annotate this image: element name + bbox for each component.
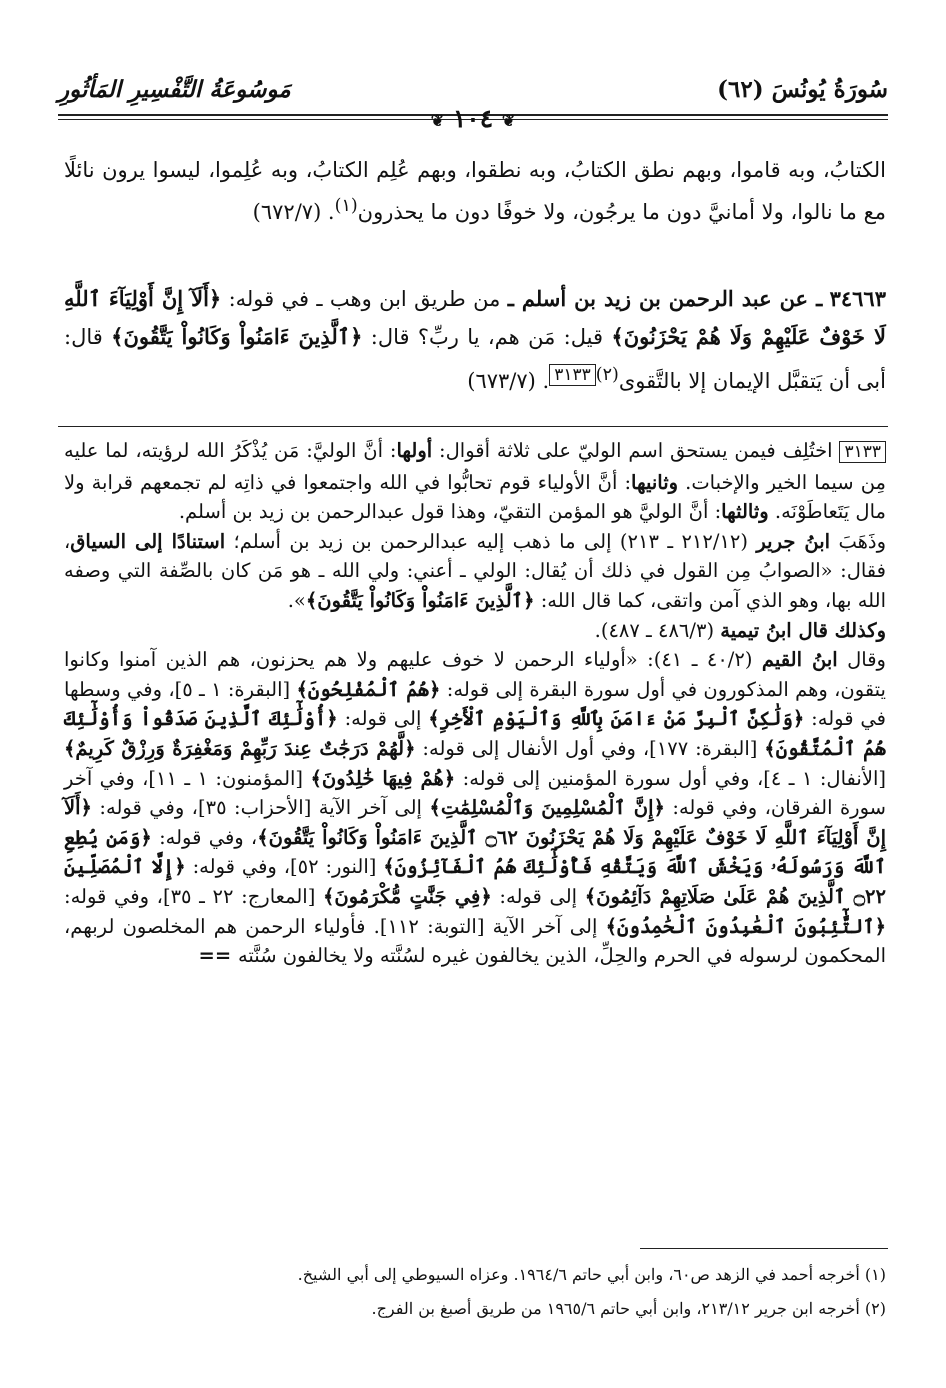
- continuation-mark: ==: [198, 944, 238, 968]
- narrator-name: ـ عن عبد الرحمن بن زيد بن أسلم ـ: [507, 286, 823, 311]
- quran-verse: ﴿لَّهُمْ دَرَجَٰتٌ عِندَ رَبِّهِمْ وَمَغْفِرَةٌ وَرِزْقٌ كَرِيمٌ﴾: [64, 736, 416, 760]
- paragraph-text: قيل: مَن هم، يا ربِّ؟ قال:: [362, 325, 612, 349]
- footnote: (١) أخرجه أحمد في الزهد ص٦٠، وابن أبي حاتم ١٩٦٤/٦. وعزاه السيوطي إلى أبي الشيخ.: [297, 1265, 886, 1284]
- note-text: : أنَّ الوليَّ هو المؤمن التقيّ، وهذا قول عبدالرحمن بن زيد بن أسلم.: [178, 500, 722, 524]
- note-paragraph: [64, 645, 886, 971]
- athar-paragraph: [64, 280, 886, 400]
- note-text: [النور: ٥٢]، وفي قوله:: [185, 855, 384, 879]
- surah-number: (٦٢): [717, 76, 764, 103]
- note-text: اختُلِف فيمن يستحق اسم الوليّ على ثلاثة أقوال:: [432, 439, 840, 462]
- note-text: [المؤمنون: ١ ـ ١١]، وفي آخر سورة الفرقان، وفي قوله:: [64, 766, 887, 820]
- note-text: : أنَّ الأولياء قوم تحابُّوا في الله واجتمعوا في ذاتِه لم تجمعهم قرابة ولا مال يَتَعاطَوْنَه.: [64, 470, 886, 524]
- quran-verse: ﴿وَمَن يُطِعِ ٱللَّهَ وَرَسُولَهُۥ وَيَخْشَ ٱللَّهَ وَيَتَّقْهِ فَأُوْلَٰٓئِكَ هُمُ ٱلْفَآئِزُونَ﴾: [64, 825, 886, 879]
- note-keyword: وثالثها: [721, 500, 769, 524]
- page-number: ١٠٤: [452, 104, 494, 133]
- note-text: : أنَّ الوليَّ: مَن يُذْكَرُ الله لرؤيته، لما عليه مِن سيما الخير والإخبات.: [64, 439, 886, 494]
- note-text: وذَهَبَ: [830, 529, 886, 553]
- footnote-marker: (١): [334, 196, 358, 216]
- note-reference-box: ٣١٣٣: [549, 364, 596, 386]
- volume-reference: . (٦٧٢/٧): [252, 200, 335, 224]
- quran-verse: ﴿إِلَّا ٱلْمُصَلِّينَ ۝٢٢ ٱلَّذِينَ هُمْ عَلَىٰ صَلَاتِهِمْ دَآئِمُونَ﴾: [64, 855, 886, 908]
- scholar-name: ابنُ القيم: [761, 648, 838, 672]
- quran-verse: ﴿وَلَٰكِنَّ ٱلْبِرَّ مَنْ ءَامَنَ بِٱللَّهِ وَٱلْيَوْمِ ٱلْأَخِرِ﴾: [428, 707, 805, 731]
- note-text: (٢١٢/١٢ ـ ٢١٣) إلى ما ذهب إليه عبدالرحمن بن زيد بن أسلم؛: [225, 529, 757, 553]
- note-text: إلى قوله:: [337, 707, 429, 731]
- note-text: ».: [287, 588, 306, 612]
- surah-title: سُورَةُ يُونُسَ: [771, 76, 888, 103]
- note-number-box: ٣١٣٣: [839, 441, 886, 463]
- page-number-line: [0, 104, 946, 133]
- quran-verse: ﴿هُمْ فِيهَا خَٰلِدُونَ﴾: [310, 766, 456, 790]
- note-text: [البقرة: ١٧٧]، وفي أول الأنفال إلى قوله:: [415, 736, 765, 760]
- note-text: [الأنفال: ١ ـ ٤]، وفي أول سورة المؤمنين إلى قوله:: [455, 766, 886, 790]
- quran-verse: ﴿أَلَآ إِنَّ أَوْلِيَآءَ ٱللَّهِ لَا خَوْفٌ عَلَيْهِمْ وَلَا هُمْ يَحْزَنُونَ﴾: [64, 286, 887, 349]
- note-paragraph: [64, 616, 886, 646]
- quran-verse: ﴿ٱلَّذِينَ ءَامَنُواْ وَكَانُواْ يَتَّقُونَ﴾: [305, 588, 535, 612]
- running-header-surah: [717, 76, 888, 103]
- note-text: إلى قوله:: [491, 884, 585, 908]
- quran-verse: ﴿إِنَّ ٱلْمُسْلِمِينَ وَٱلْمُسْلِمَٰتِ﴾: [429, 796, 665, 820]
- footnote-marker: (٢): [595, 365, 619, 385]
- note-text: [المعارج: ٢٢ ـ ٣٥]، وفي قوله:: [64, 884, 323, 908]
- note-text: [البقرة: ١ ـ ٥]، وفي وسطها في قوله:: [64, 677, 886, 731]
- note-keyword: استنادًا إلى السياق: [70, 529, 226, 553]
- athar-paragraph-continued: [64, 152, 886, 230]
- scholar-name: ابنُ تيمية: [720, 618, 792, 642]
- quran-verse: ﴿ٱلَّذِينَ ءَامَنُواْ وَكَانُواْ يَتَّقُونَ﴾: [111, 324, 363, 349]
- paragraph-text: قال: أبى أن يَتقبَّل الإيمان إلا بالتَّقوى: [64, 325, 886, 393]
- note-text: وكذلك قال: [791, 618, 886, 642]
- ornament-icon: ❦: [430, 111, 445, 130]
- ornament-icon: ❦: [501, 111, 516, 130]
- commentary-separator: [58, 426, 888, 427]
- note-text: وقال: [837, 648, 886, 672]
- paragraph-text: من طريق ابن وهب ـ في قوله:: [221, 287, 508, 311]
- note-text: إلى آخر الآية [التوبة: ١١٢]. فأولياء الرحمن هم المخلصون لربهم، المحكمون لرسوله في الحرم والحِلِّ، الذين يخالفون غيره لسُنَّته ولا يخالفون سُنَّته: [64, 914, 886, 968]
- paragraph-text: الكتابُ، وبه قاموا، وبهم نطق الكتابُ، وبه نطقوا، وبهم عُلِم الكتابُ، وبه عُلِموا، ليسوا يرون نائلًا مع ما نالوا، ولا أمانيَّ دون ما يرجُون، ولا خوفًا دون ما يحذرون: [64, 158, 886, 224]
- note-keyword: وثانيها: [631, 470, 679, 494]
- quran-verse: ﴿هُمُ ٱلْمُفْلِحُونَ﴾: [296, 677, 441, 701]
- book-title: مَوسُوعَةُ التَّفْسِيرِ المَأثُورِ: [58, 76, 291, 103]
- note-text: (٤٨٦/٣ ـ ٤٨٧).: [594, 618, 721, 642]
- note-text: ، فقال: «الصوابُ مِن القول في ذلك أن يُقال: الولي ـ أعني: ولي الله ـ هو مَن كان بالصِّفة التي وصفه الله بها، وهو الذي آمن واتقى، كما قال الله:: [64, 529, 886, 612]
- quran-verse: ﴿فِي جَنَّٰتٍ مُّكْرَمُونَ﴾: [322, 884, 492, 908]
- quran-verse: ﴿ٱلتَّٰٓئِبُونَ ٱلْعَٰبِدُونَ ٱلْحَٰمِدُونَ﴾: [605, 914, 887, 938]
- note-text: (٤٠/٢ ـ ٤١): «أولياء الرحمن لا خوف عليهم ولا هم يحزنون، هم الذين آمنوا وكانوا يتقون، وهم المذكورون في أول سورة البقرة إلى قوله:: [64, 648, 886, 701]
- athar-number: ٣٤٦٦٣: [829, 286, 886, 311]
- quran-verse: ﴿أَلَآ إِنَّ أَوْلِيَآءَ ٱللَّهِ لَا خَوْفٌ عَلَيْهِمْ وَلَا هُمْ يَحْزَنُونَ ۝٦٢ ٱلَّذِينَ ءَامَنُواْ وَكَانُواْ يَتَّقُونَ﴾: [64, 796, 886, 849]
- volume-reference: . (٦٧٣/٧): [467, 369, 550, 393]
- quran-verse: ﴿أُوْلَٰٓئِكَ ٱلَّذِينَ صَدَقُواْ وَأُوْلَٰٓئِكَ هُمُ ٱلْمُتَّقُونَ﴾: [64, 707, 887, 760]
- footnote: (٢) أخرجه ابن جرير ٢١٣/١٢، وابن أبي حاتم ١٩٦٥/٦ من طريق أصبغ بن الفرج.: [371, 1299, 886, 1318]
- commentary-note: [64, 436, 886, 971]
- note-paragraph: [64, 527, 886, 616]
- note-text: ، وفي قوله:: [151, 825, 258, 849]
- scholar-name: ابنُ جرير: [756, 529, 831, 553]
- note-keyword: أولها: [396, 439, 433, 462]
- footnote-separator: [640, 1248, 888, 1249]
- note-text: إلى آخر الآية [الأحزاب: ٣٥]، وفي قوله:: [91, 796, 430, 820]
- note-paragraph: [64, 436, 886, 527]
